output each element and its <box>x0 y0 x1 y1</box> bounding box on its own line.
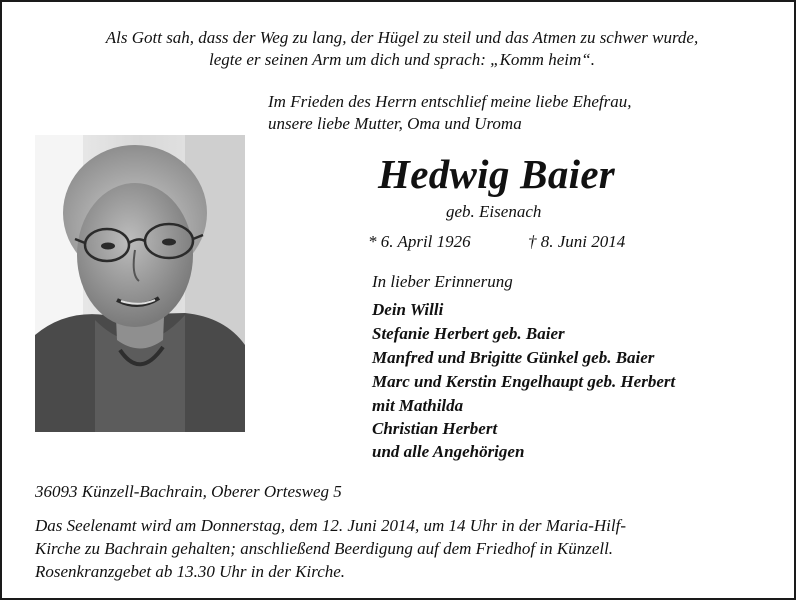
death-date: † 8. Juni 2014 <box>528 232 626 251</box>
memory-label: In lieber Erinnerung <box>372 272 513 291</box>
family-address: 36093 Künzell-Bachrain, Oberer Ortesweg 5 <box>35 482 342 501</box>
service-line-3: Rosenkranzgebet ab 13.30 Uhr in der Kirche. <box>35 562 346 581</box>
service-line-1: Das Seelenamt wird am Donnerstag, dem 12. Juni 2014, um 14 Uhr in der Maria-Hilf- <box>35 516 627 535</box>
portrait-photo <box>35 135 245 432</box>
portrait-image <box>35 135 245 432</box>
service-line-2: Kirche zu Bachrain gehalten; anschließend Beerdigung auf dem Friedhof in Künzell. <box>35 539 614 558</box>
mourner-item: mit Mathilda <box>372 396 464 415</box>
quote-line-2: legte er seinen Arm um dich und sprach: „Komm heim“. <box>209 50 595 69</box>
mourner-item: Stefanie Herbert geb. Baier <box>372 324 565 343</box>
mourner-item: Manfred und Brigitte Günkel geb. Baier <box>372 348 655 367</box>
service-info <box>35 514 772 583</box>
maiden-name: geb. Eisenach <box>446 202 542 221</box>
intro-line-1: Im Frieden des Herrn entschlief meine liebe Ehefrau, <box>268 92 632 111</box>
deceased-name: Hedwig Baier <box>378 151 616 197</box>
intro-line-2: unsere liebe Mutter, Oma und Uroma <box>268 114 522 133</box>
quote-line-1: Als Gott sah, dass der Weg zu lang, der Hügel zu steil und das Atmen zu schwer wurde, <box>105 28 699 47</box>
birth-date: * 6. April 1926 <box>368 232 471 251</box>
mourner-item: Marc und Kerstin Engelhaupt geb. Herbert <box>372 372 676 391</box>
mourner-item: Christian Herbert <box>372 419 498 438</box>
mourner-item: Dein Willi <box>372 300 444 319</box>
mourner-item: und alle Angehörigen <box>372 442 525 461</box>
